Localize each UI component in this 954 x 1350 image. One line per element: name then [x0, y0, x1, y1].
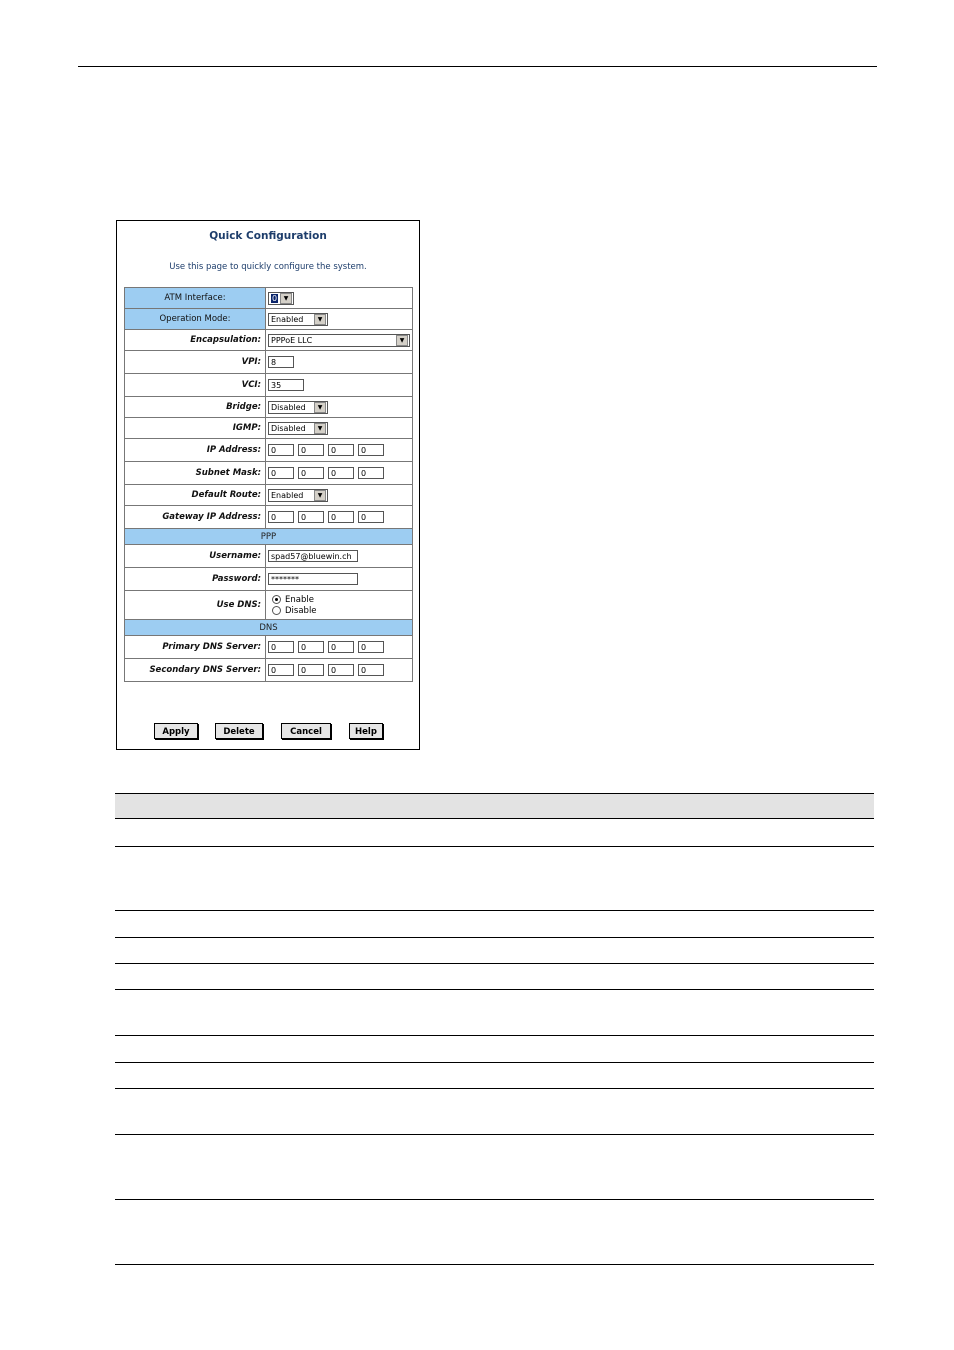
help-button[interactable]: Help: [349, 723, 383, 739]
use-dns-label: Use DNS:: [125, 591, 266, 620]
dns-section-label: DNS: [125, 620, 413, 636]
ppp-section-label: PPP: [125, 529, 413, 545]
table-row-divider: [115, 1062, 874, 1063]
primary-dns-fields: [268, 641, 384, 653]
igmp-label: IGMP:: [125, 418, 266, 439]
atm-interface-value: 0: [272, 293, 278, 303]
igmp-value: Disabled: [271, 423, 306, 433]
gateway-ip-octet-1[interactable]: 0: [268, 511, 294, 523]
ip-address-octet-4[interactable]: 0: [358, 444, 384, 456]
quick-configuration-panel: [116, 220, 420, 750]
bridge-label: Bridge:: [125, 397, 266, 418]
igmp-select[interactable]: [268, 422, 328, 435]
gateway-ip-label: Gateway IP Address:: [125, 506, 266, 529]
ppp-section-header: [125, 529, 413, 545]
row-default-route: [125, 485, 413, 506]
dns-section-header: [125, 620, 413, 636]
use-dns-enable-label: Enable: [285, 594, 314, 605]
row-subnet-mask: [125, 462, 413, 485]
vpi-input[interactable]: 8: [268, 356, 294, 368]
atm-interface-select[interactable]: [268, 292, 294, 305]
chevron-down-icon: ▼: [280, 293, 292, 304]
encapsulation-select[interactable]: [268, 334, 410, 347]
use-dns-enable-radio[interactable]: [272, 594, 408, 605]
row-igmp: [125, 418, 413, 439]
row-username: [125, 545, 413, 568]
chevron-down-icon: ▼: [314, 490, 326, 501]
cancel-button[interactable]: Cancel: [281, 723, 331, 739]
primary-dns-octet-2[interactable]: 0: [298, 641, 324, 653]
delete-button[interactable]: Delete: [215, 723, 263, 739]
secondary-dns-fields: [268, 664, 384, 676]
row-bridge: [125, 397, 413, 418]
secondary-dns-octet-1[interactable]: 0: [268, 664, 294, 676]
table-row-divider: [115, 963, 874, 964]
subnet-mask-fields: [268, 467, 384, 479]
bridge-value: Disabled: [271, 402, 306, 412]
page-top-rule: [78, 66, 877, 67]
gateway-ip-fields: [268, 511, 384, 523]
encapsulation-value: PPPoE LLC: [271, 335, 313, 345]
chevron-down-icon: ▼: [314, 423, 326, 434]
use-dns-disable-label: Disable: [285, 605, 317, 616]
ip-address-label: IP Address:: [125, 439, 266, 462]
table-row-divider: [115, 910, 874, 911]
primary-dns-octet-4[interactable]: 0: [358, 641, 384, 653]
primary-dns-octet-1[interactable]: 0: [268, 641, 294, 653]
button-bar: [117, 723, 419, 739]
row-operation-mode: [125, 309, 413, 330]
operation-mode-value: Enabled: [271, 314, 304, 324]
default-route-select[interactable]: [268, 489, 328, 502]
chevron-down-icon: ▼: [396, 335, 408, 346]
ip-address-octet-2[interactable]: 0: [298, 444, 324, 456]
encapsulation-label: Encapsulation:: [125, 330, 266, 351]
vci-label: VCI:: [125, 374, 266, 397]
row-vci: [125, 374, 413, 397]
table-row-divider: [115, 989, 874, 990]
panel-title: Quick Configuration: [209, 230, 327, 242]
subnet-mask-label: Subnet Mask:: [125, 462, 266, 485]
table-header-row: [115, 793, 874, 819]
row-use-dns: [125, 591, 413, 620]
secondary-dns-octet-3[interactable]: 0: [328, 664, 354, 676]
secondary-dns-label: Secondary DNS Server:: [125, 659, 266, 682]
ip-address-fields: [268, 444, 384, 456]
table-row-divider: [115, 937, 874, 938]
vci-input[interactable]: 35: [268, 379, 304, 391]
primary-dns-octet-3[interactable]: 0: [328, 641, 354, 653]
operation-mode-label: Operation Mode:: [125, 309, 266, 330]
row-vpi: [125, 351, 413, 374]
password-label: Password:: [125, 568, 266, 591]
operation-mode-select[interactable]: [268, 313, 328, 326]
table-row-divider: [115, 1134, 874, 1135]
primary-dns-label: Primary DNS Server:: [125, 636, 266, 659]
panel-subtitle: Use this page to quickly configure the system.: [169, 262, 367, 272]
row-password: [125, 568, 413, 591]
chevron-down-icon: ▼: [314, 314, 326, 325]
password-input[interactable]: *******: [268, 573, 358, 585]
username-label: Username:: [125, 545, 266, 568]
radio-selected-icon: [272, 595, 281, 604]
apply-button[interactable]: Apply: [154, 723, 198, 739]
table-row-divider: [115, 1088, 874, 1089]
table-row-divider: [115, 1035, 874, 1036]
subnet-mask-octet-4[interactable]: 0: [358, 467, 384, 479]
table-row-divider: [115, 1199, 874, 1200]
use-dns-disable-radio[interactable]: [272, 605, 408, 616]
chevron-down-icon: ▼: [314, 402, 326, 413]
row-ip-address: [125, 439, 413, 462]
subnet-mask-octet-2[interactable]: 0: [298, 467, 324, 479]
default-route-label: Default Route:: [125, 485, 266, 506]
gateway-ip-octet-2[interactable]: 0: [298, 511, 324, 523]
row-atm-interface: [125, 288, 413, 309]
radio-unselected-icon: [272, 606, 281, 615]
gateway-ip-octet-4[interactable]: 0: [358, 511, 384, 523]
configuration-form: [124, 287, 413, 682]
vpi-label: VPI:: [125, 351, 266, 374]
row-primary-dns: [125, 636, 413, 659]
secondary-dns-octet-4[interactable]: 0: [358, 664, 384, 676]
bridge-select[interactable]: [268, 401, 328, 414]
default-route-value: Enabled: [271, 490, 304, 500]
ip-address-octet-1[interactable]: 0: [268, 444, 294, 456]
subnet-mask-octet-3[interactable]: 0: [328, 467, 354, 479]
row-encapsulation: [125, 330, 413, 351]
secondary-dns-octet-2[interactable]: 0: [298, 664, 324, 676]
ip-address-octet-3[interactable]: 0: [328, 444, 354, 456]
table-row-divider: [115, 1264, 874, 1265]
subnet-mask-octet-1[interactable]: 0: [268, 467, 294, 479]
atm-interface-label: ATM Interface:: [125, 288, 266, 309]
gateway-ip-octet-3[interactable]: 0: [328, 511, 354, 523]
username-input[interactable]: spad57@bluewin.ch: [268, 550, 358, 562]
row-secondary-dns: [125, 659, 413, 682]
row-gateway-ip: [125, 506, 413, 529]
table-row-divider: [115, 846, 874, 847]
